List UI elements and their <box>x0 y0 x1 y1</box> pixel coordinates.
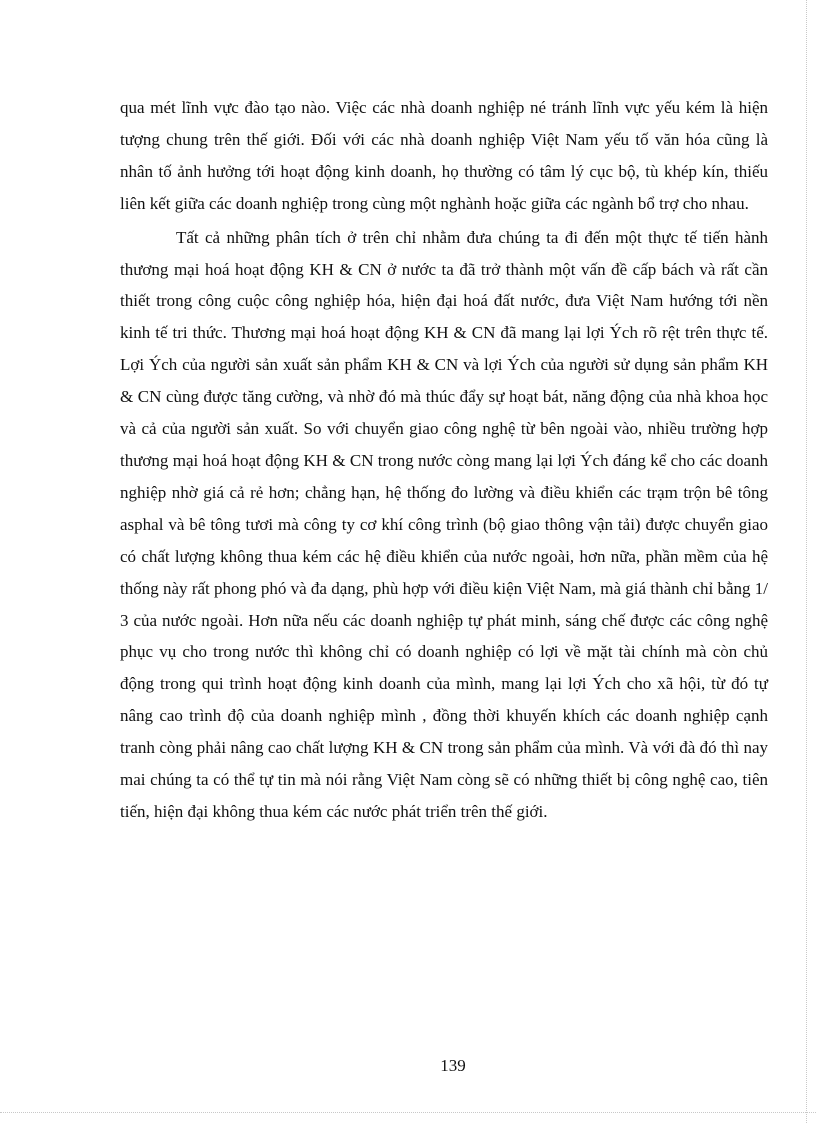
page-border-right <box>806 0 807 1123</box>
paragraph-main: Tất cả những phân tích ở trên chỉ nhằm đưa chúng ta đi đến một thực tế tiến hành thương mại hoá hoạt động KH & CN ở nước ta đã trở thành một vấn đề cấp bách và rất cần thiết trong công cuộc công nghiệp hóa, hiện đại hoá đất nước, đưa Việt Nam hướng tới nền kinh tế tri thức. Thương mại hoá hoạt động KH & CN đã mang lại lợi Ých rõ rệt trên thực tế. Lợi Ých của người sản xuất sản phẩm KH & CN và lợi Ých của người sử dụng sản phẩm KH & CN cùng được tăng cường, và nhờ đó mà thúc đẩy sự hoạt bát, năng động của nhà khoa học và cả của người sản xuất. So với chuyển giao công nghệ từ bên ngoài vào, nhiều trường hợp thương mại hoá hoạt động KH & CN trong nước còng mang lại lợi Ých đáng kể cho các doanh nghiệp nhờ giá cả rẻ hơn; chẳng hạn, hệ thống đo lường và điều khiển các trạm trộn bê tông asphal và bê tông tươi mà công ty cơ khí công trình (bộ giao thông vận tải) được chuyển giao có chất lượng không thua kém các hệ điều khiển của nước ngoài, hơn nữa, phần mềm của hệ thống này rất phong phó và đa dạng, phù hợp với điều kiện Việt Nam, mà giá thành chỉ bằng 1/ 3 của nước ngoài. Hơn nữa nếu các doanh nghiệp tự phát minh, sáng chế được các công nghệ phục vụ cho trong nước thì không chỉ có doanh nghiệp có lợi về mặt tài chính mà còn chủ động trong qui trình hoạt động kinh doanh của mình, mang lại lợi Ých cho xã hội, từ đó tự nâng cao trình độ của doanh nghiệp mình , đồng thời khuyến khích các doanh nghiệp cạnh tranh còng phải nâng cao chất lượng KH & CN trong sản phẩm của mình. Và với đà đó thì nay mai chúng ta có thể tự tin mà nói rằng Việt Nam còng sẽ có những thiết bị công nghệ cao, tiên tiến, hiện đại không thua kém các nước phát triển trên thế giới. <box>120 227 768 821</box>
page-border-bottom <box>0 1112 816 1113</box>
paragraph-continuation: qua mét lĩnh vực đào tạo nào. Việc các nhà doanh nghiệp né tránh lĩnh vực yếu kém là hiện tượng chung trên thế giới. Đối với các nhà doanh nghiệp Việt Nam yếu tố văn hóa cũng là nhân tố ảnh hưởng tới hoạt động kinh doanh, họ thường có tâm lý cục bộ, tù khép kín, thiếu liên kết giữa các doanh nghiệp trong cùng một nghành hoặc giữa các ngành bổ trợ cho nhau. <box>120 98 768 213</box>
page-number: 139 <box>440 1056 466 1075</box>
body-text <box>120 92 768 828</box>
